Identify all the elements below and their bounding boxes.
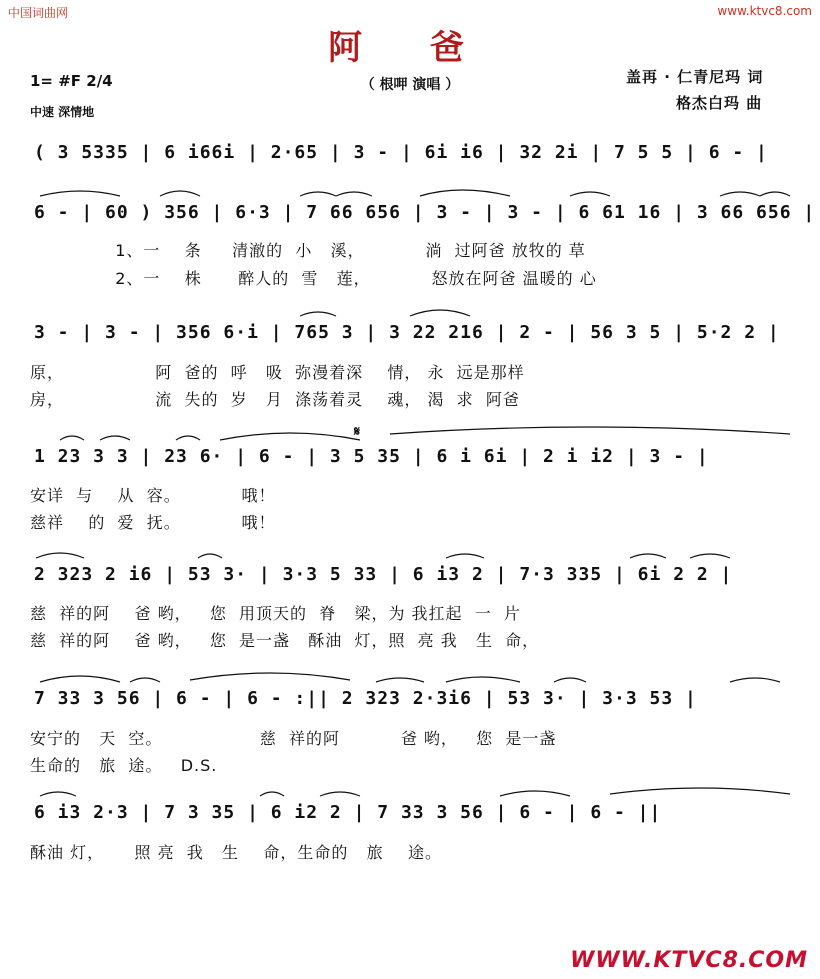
slur-arc [420, 190, 510, 196]
slur-arc [390, 427, 790, 434]
lyric-row-5a: 慈 祥的阿 爸 哟， 您 用顶天的 脊 梁，为 我扛起 一 片 [30, 604, 521, 623]
slur-arc [190, 673, 350, 680]
composer-credit: 格杰白玛 曲 [676, 94, 763, 112]
slur-arc [176, 436, 200, 440]
segno-sign: 𝄋 [354, 424, 361, 440]
slur-arc [336, 192, 372, 196]
slur-arc [60, 436, 84, 440]
slur-arc [500, 791, 570, 796]
slur-arc [730, 678, 780, 682]
slur-arc [554, 678, 586, 682]
slur-arc [446, 677, 520, 682]
slur-arc [300, 312, 336, 316]
lyric-row-2a: 1、一 条 清澈的 小 溪， 淌 过阿爸 放牧的 草 [30, 241, 586, 260]
key-signature: 1= #F 2/4 [30, 72, 113, 90]
slur-arc [720, 192, 760, 196]
slur-arc [320, 792, 360, 796]
lyric-row-5b: 慈 祥的阿 爸 哟， 您 是一盏 酥油 灯，照 亮 我 生 命， [30, 631, 540, 650]
lyric-row-7a: 酥油 灯， 照 亮 我 生 命，生命的 旅 途。 [30, 843, 442, 862]
slur-arc [410, 310, 470, 316]
slur-arc [760, 192, 790, 196]
slur-arc [130, 678, 160, 682]
notation-row-6: 7 33 3 56 | 6 - | 6 - :|| 2 323 2·3i6 | 53 3· | 3·3 53 | [34, 688, 697, 709]
slur-arc [160, 191, 200, 196]
song-title: 阿 爸 [328, 28, 492, 68]
notation-row-4: 1 23 3 3 | 23 6· | 6 - | 3 5 35 | 6 i 6i | 2 i i2 | 3 - | [34, 446, 709, 467]
slur-arc [376, 678, 424, 682]
slur-arc [40, 191, 120, 196]
slur-arc [570, 192, 610, 196]
notation-row-7: 6 i3 2·3 | 7 3 35 | 6 i2 2 | 7 33 3 56 | 6 - | 6 - || [34, 802, 662, 823]
notation-row-1: ( 3 5335 | 6 i66i | 2·65 | 3 - | 6i i6 | 32 2i | 7 5 5 | 6 - | [34, 142, 768, 163]
slur-arc [220, 433, 360, 440]
slur-arc [40, 792, 76, 796]
slur-arc [610, 788, 790, 794]
lyric-row-2b: 2、一 株 醉人的 雪 莲， 怒放在阿爸 温暖的 心 [30, 269, 597, 288]
performer-line: （ 根呷 演唱 ） [360, 77, 460, 93]
slur-arc [198, 554, 222, 558]
site-watermark-right[interactable]: www.ktvc8.com [717, 4, 812, 18]
slur-arc [300, 192, 336, 196]
slur-arc [630, 554, 666, 558]
slur-arc [446, 554, 484, 558]
notation-row-5: 2 323 2 i6 | 53 3· | 3·3 5 33 | 6 i3 2 | 7·3 335 | 6i 2 2 | [34, 564, 733, 585]
slur-arc [40, 676, 120, 682]
notation-row-3: 3 - | 3 - | 356 6·i | 765 3 | 3 22 216 | 2 - | 56 3 5 | 5·2 2 | [34, 322, 780, 343]
lyric-row-4b: 慈祥 的 爱 抚。 哦！ [30, 513, 276, 532]
slur-arc [36, 553, 84, 558]
lyric-row-6b: 生命的 旅 途。 D.S. [30, 756, 218, 775]
lyricist-credit: 盖再 · 仁青尼玛 词 [626, 68, 764, 86]
slur-arc [100, 436, 130, 440]
lyric-row-3a: 原， 阿 爸的 呼 吸 弥漫着深 情， 永 远是那样 [30, 363, 525, 382]
footer-watermark-logo[interactable]: WWW.KTVC8.COM [570, 948, 808, 973]
lyric-row-6a: 安宁的 天 空。 慈 祥的阿 爸 哟， 您 是一盏 [30, 729, 557, 748]
slur-arc [690, 554, 730, 558]
tempo-marking: 中速 深情地 [30, 105, 95, 119]
lyric-row-3b: 房， 流 失的 岁 月 涤荡着灵 魂， 渴 求 阿爸 [30, 390, 520, 409]
slur-arc [260, 792, 284, 796]
lyric-row-4a: 安详 与 从 容。 哦！ [30, 486, 276, 505]
notation-row-2: 6 - | 60 ) 356 | 6·3 | 7 66 656 | 3 - | 3 - | 6 61 16 | 3 66 656 | [34, 202, 816, 223]
site-watermark-left[interactable]: 中国词曲网 [8, 6, 69, 20]
